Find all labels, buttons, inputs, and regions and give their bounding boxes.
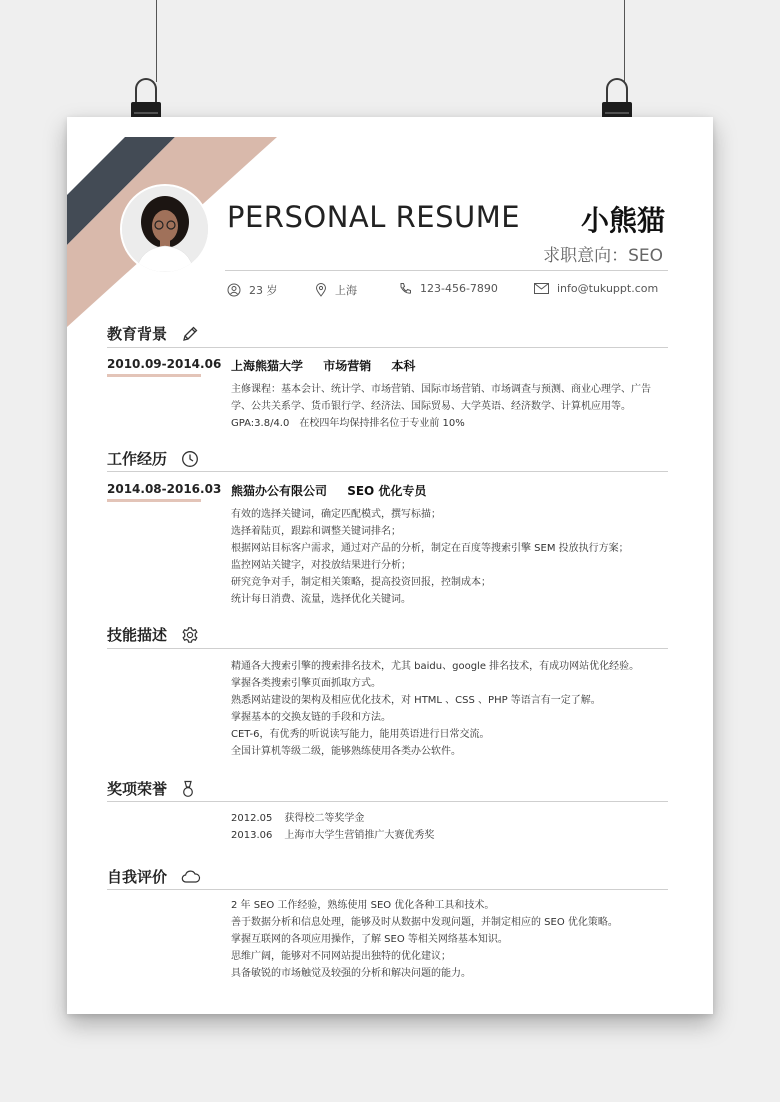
education-details [231, 381, 667, 432]
clock-icon [181, 450, 199, 468]
contact-phone [399, 282, 498, 295]
self-eval-details [231, 897, 667, 982]
list-item [231, 810, 667, 827]
list-item: 掌握互联网的各项应用操作，了解 SEO 等相关网络基本知识。 [231, 934, 508, 945]
list-item: 2 年 SEO 工作经验，熟练使用 SEO 优化各种工具和技术。 [231, 900, 495, 911]
list-item: 掌握各类搜索引擎页面抓取方式。 [231, 678, 381, 689]
skills-details [231, 658, 667, 760]
pencil-icon [181, 325, 199, 343]
city-text: 上海 [335, 284, 357, 297]
work-details [231, 506, 667, 608]
awards-list [231, 810, 667, 844]
list-item: CET-6，有优秀的听说读写能力，能用英语进行日常交流。 [231, 729, 490, 740]
list-item: 善于数据分析和信息处理，能够及时从数据中发现问题，并制定相应的 SEO 优化策略。 [231, 917, 618, 928]
medal-icon [181, 780, 195, 798]
hanging-string-left [156, 0, 157, 82]
email-text: info@tukuppt.com [557, 282, 659, 295]
phone-icon [399, 282, 412, 295]
position-name: SEO 优化专员 [347, 484, 427, 498]
profile-photo [120, 184, 210, 274]
award-date: 2013.06 [231, 830, 273, 841]
resume-title: PERSONAL RESUME [227, 200, 521, 234]
education-date: 2010.09-2014.06 [107, 357, 222, 371]
section-skills-title: 技能描述 [107, 624, 199, 645]
work-date-underline [107, 499, 201, 502]
resume-paper [67, 117, 713, 1014]
hanging-string-right [624, 0, 625, 82]
list-item: 根据网站目标客户需求，通过对产品的分析，制定在百度等搜索引擎 SEM 投放执行方案； [231, 543, 629, 554]
list-item: 选择着陆页，跟踪和调整关键词排名； [231, 526, 401, 537]
header-divider [225, 270, 668, 271]
section-self-eval-title: 自我评价 [107, 866, 201, 887]
school-name: 上海熊猫大学 [231, 359, 304, 373]
degree-name: 本科 [391, 359, 416, 373]
section-awards-divider [107, 801, 668, 802]
cloud-icon [181, 869, 201, 885]
section-work-title: 工作经历 [107, 448, 199, 469]
award-text: 获得校二等奖学金 [284, 813, 365, 824]
section-education-title: 教育背景 [107, 323, 199, 344]
list-item: 具备敏锐的市场触觉及较强的分析和解决问题的能力。 [231, 968, 471, 979]
list-item: 监控网站关键字，对投放结果进行分析； [231, 560, 411, 571]
list-item: 思维广阔，能够对不同网站提出独特的优化建议； [231, 951, 451, 962]
education-date-underline [107, 374, 201, 377]
list-item: 主修课程：基本会计、统计学、市场营销、国际市场营销、市场调查与预测、商业心理学、广告学、公共关系学、货币银行学、经济法、国际贸易、大学英语、经济数学、计算机应用等。 [231, 384, 651, 412]
section-work-divider [107, 471, 668, 472]
list-item: GPA:3.8/4.0 在校四年均保持排名位于专业前 10% [231, 418, 465, 429]
list-item [231, 827, 667, 844]
work-entry-heading [231, 482, 442, 499]
list-item: 有效的选择关键词，确定匹配模式，撰写标描； [231, 509, 441, 520]
contact-email [534, 282, 658, 295]
work-date: 2014.08-2016.03 [107, 482, 222, 496]
contact-city [315, 282, 357, 298]
list-item: 全国计算机等级二级，能够熟练使用各类办公软件。 [231, 746, 461, 757]
section-skills-divider [107, 648, 668, 649]
list-item: 掌握基本的交换友链的手段和方法。 [231, 712, 391, 723]
list-item: 熟悉网站建设的架构及相应优化技术，对 HTML 、CSS 、PHP 等语言有一定了解。 [231, 695, 601, 706]
section-awards-title: 奖项荣誉 [107, 778, 195, 799]
section-education-divider [107, 347, 668, 348]
award-date: 2012.05 [231, 813, 273, 824]
age-text: 23 岁 [249, 284, 278, 297]
list-item: 研究竞争对手，制定相关策略，提高投资回报，控制成本； [231, 577, 491, 588]
list-item: 统计每日消费、流量，选择优化关键词。 [231, 594, 411, 605]
mail-icon [534, 283, 549, 294]
gear-icon [181, 626, 199, 644]
candidate-name: 小熊猫 [580, 204, 665, 237]
award-text: 上海市大学生营销推广大赛优秀奖 [284, 830, 435, 841]
education-entry-heading [231, 357, 431, 374]
section-self-eval-divider [107, 889, 668, 890]
major-name: 市场营销 [323, 359, 372, 373]
location-pin-icon [315, 283, 327, 297]
company-name: 熊猫办公有限公司 [231, 484, 328, 498]
phone-text: 123-456-7890 [420, 282, 498, 295]
contact-age [227, 282, 278, 298]
person-icon [227, 283, 241, 297]
job-objective: 求职意向：SEO [543, 246, 663, 266]
list-item: 精通各大搜索引擎的搜索排名技术，尤其 baidu、google 排名技术，有成功网站优化经验。 [231, 661, 640, 672]
